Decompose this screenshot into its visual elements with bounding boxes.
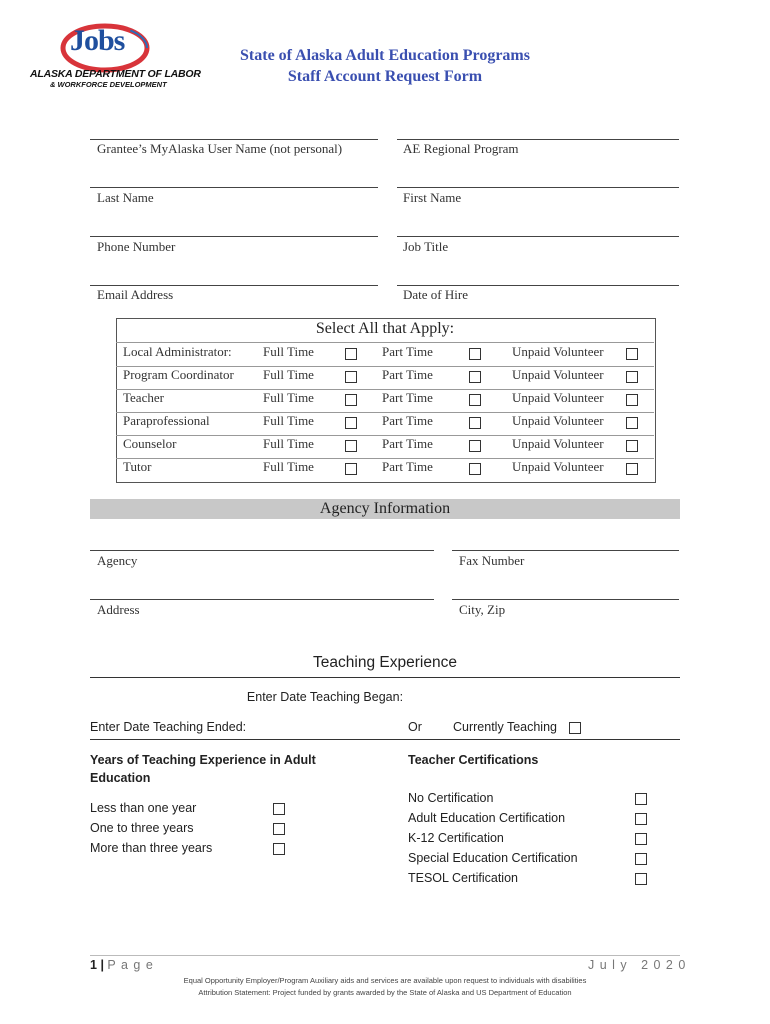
date-ended-label[interactable]: Enter Date Teaching Ended:	[90, 720, 247, 734]
unpaid-volunteer-checkbox[interactable]	[626, 348, 638, 360]
part-time-checkbox[interactable]	[469, 394, 481, 406]
date-of-hire-label: Date of Hire	[403, 287, 468, 302]
page-title: State of Alaska Adult Education Programs	[240, 47, 530, 64]
select-all-heading: Select All that Apply:	[315, 320, 455, 337]
certification-checkbox[interactable]	[635, 813, 647, 825]
currently-teaching-checkbox[interactable]	[569, 722, 581, 734]
username-label: Grantee’s MyAlaska User Name (not personal)	[97, 141, 343, 156]
years-option-checkbox[interactable]	[273, 823, 285, 835]
footer-attribution: Attribution Statement: Project funded by grants awarded by the State of Alaska and US Department of Education	[198, 988, 572, 997]
role-label: Local Administrator:	[123, 344, 232, 359]
unpaid-volunteer-label: Unpaid Volunteer	[512, 413, 604, 428]
part-time-label: Part Time	[382, 436, 433, 451]
logo-word: Jobs	[70, 24, 125, 57]
footer-date: J u l y 2 0 2 0	[588, 958, 687, 972]
full-time-label: Full Time	[263, 344, 314, 359]
regional-program-line[interactable]	[397, 139, 679, 140]
last-name-label: Last Name	[97, 190, 154, 205]
certification-label: K-12 Certification	[408, 831, 504, 845]
full-time-checkbox[interactable]	[345, 417, 357, 429]
role-label: Paraprofessional	[123, 413, 210, 428]
first-name-line[interactable]	[397, 187, 679, 188]
or-label: Or	[408, 720, 422, 734]
certification-label: Special Education Certification	[408, 851, 578, 865]
teaching-heading: Teaching Experience	[313, 654, 457, 671]
username-line[interactable]	[90, 139, 378, 140]
job-title-line[interactable]	[397, 236, 679, 237]
date-began-label[interactable]: Enter Date Teaching Began:	[246, 690, 404, 704]
part-time-label: Part Time	[382, 344, 433, 359]
years-option-checkbox[interactable]	[273, 843, 285, 855]
agency-label: Agency	[97, 553, 138, 568]
part-time-checkbox[interactable]	[469, 371, 481, 383]
unpaid-volunteer-checkbox[interactable]	[626, 394, 638, 406]
unpaid-volunteer-checkbox[interactable]	[626, 463, 638, 475]
fax-line[interactable]	[452, 550, 679, 551]
logo-subtitle: & WORKFORCE DEVELOPMENT	[50, 80, 167, 89]
cert-heading: Teacher Certifications	[408, 753, 539, 767]
part-time-checkbox[interactable]	[469, 440, 481, 452]
footer-divider	[90, 955, 680, 956]
teaching-divider-top	[90, 677, 680, 678]
part-time-label: Part Time	[382, 459, 433, 474]
email-label: Email Address	[97, 287, 174, 302]
part-time-checkbox[interactable]	[469, 463, 481, 475]
certification-label: No Certification	[408, 791, 494, 805]
full-time-checkbox[interactable]	[345, 440, 357, 452]
full-time-label: Full Time	[263, 367, 314, 382]
fax-label: Fax Number	[459, 553, 525, 568]
certification-checkbox[interactable]	[635, 833, 647, 845]
last-name-line[interactable]	[90, 187, 378, 188]
years-heading-line1: Years of Teaching Experience in Adult	[90, 753, 316, 767]
certification-checkbox[interactable]	[635, 793, 647, 805]
city-zip-line[interactable]	[452, 599, 679, 600]
phone-label: Phone Number	[97, 239, 176, 254]
unpaid-volunteer-checkbox[interactable]	[626, 417, 638, 429]
role-label: Teacher	[123, 390, 164, 405]
unpaid-volunteer-checkbox[interactable]	[626, 371, 638, 383]
full-time-label: Full Time	[263, 390, 314, 405]
footer-eeo: Equal Opportunity Employer/Program Auxiliary aids and services are available upon request to individuals with disabilities	[183, 976, 587, 985]
certification-checkbox[interactable]	[635, 873, 647, 885]
job-title-label: Job Title	[403, 239, 449, 254]
city-zip-label: City, Zip	[459, 602, 506, 617]
role-label: Tutor	[123, 459, 152, 474]
unpaid-volunteer-label: Unpaid Volunteer	[512, 436, 604, 451]
years-option-label: One to three years	[90, 821, 194, 835]
address-line[interactable]	[90, 599, 434, 600]
table-divider	[116, 342, 654, 343]
phone-line[interactable]	[90, 236, 378, 237]
full-time-checkbox[interactable]	[345, 394, 357, 406]
full-time-checkbox[interactable]	[345, 371, 357, 383]
certification-checkbox[interactable]	[635, 853, 647, 865]
role-label: Program Coordinator	[123, 367, 234, 382]
years-heading-line2: Education	[90, 771, 151, 785]
years-option-label: More than three years	[90, 841, 213, 855]
part-time-label: Part Time	[382, 413, 433, 428]
role-label: Counselor	[123, 436, 177, 451]
part-time-label: Part Time	[382, 390, 433, 405]
page-separator: |	[100, 958, 104, 972]
teaching-divider-bottom	[90, 739, 680, 740]
unpaid-volunteer-label: Unpaid Volunteer	[512, 344, 604, 359]
part-time-checkbox[interactable]	[469, 348, 481, 360]
unpaid-volunteer-label: Unpaid Volunteer	[512, 390, 604, 405]
unpaid-volunteer-checkbox[interactable]	[626, 440, 638, 452]
page-subtitle: Staff Account Request Form	[287, 68, 483, 85]
full-time-label: Full Time	[263, 413, 314, 428]
years-option-label: Less than one year	[90, 801, 197, 815]
page-word: P a g e	[107, 958, 154, 972]
page-number: 1	[90, 958, 97, 972]
unpaid-volunteer-label: Unpaid Volunteer	[512, 459, 604, 474]
full-time-checkbox[interactable]	[345, 463, 357, 475]
full-time-label: Full Time	[263, 459, 314, 474]
first-name-label: First Name	[403, 190, 462, 205]
unpaid-volunteer-label: Unpaid Volunteer	[512, 367, 604, 382]
years-option-checkbox[interactable]	[273, 803, 285, 815]
date-of-hire-line[interactable]	[397, 285, 679, 286]
email-line[interactable]	[90, 285, 378, 286]
full-time-checkbox[interactable]	[345, 348, 357, 360]
agency-line[interactable]	[90, 550, 434, 551]
certification-label: Adult Education Certification	[408, 811, 566, 825]
regional-program-label: AE Regional Program	[403, 141, 519, 156]
logo-department: ALASKA DEPARTMENT OF LABOR	[30, 68, 201, 80]
part-time-label: Part Time	[382, 367, 433, 382]
certification-label: TESOL Certification	[408, 871, 518, 885]
currently-teaching-label: Currently Teaching	[453, 720, 557, 734]
agency-heading: Agency Information	[319, 500, 451, 517]
address-label: Address	[97, 602, 140, 617]
full-time-label: Full Time	[263, 436, 314, 451]
page-number-block	[90, 958, 154, 972]
part-time-checkbox[interactable]	[469, 417, 481, 429]
